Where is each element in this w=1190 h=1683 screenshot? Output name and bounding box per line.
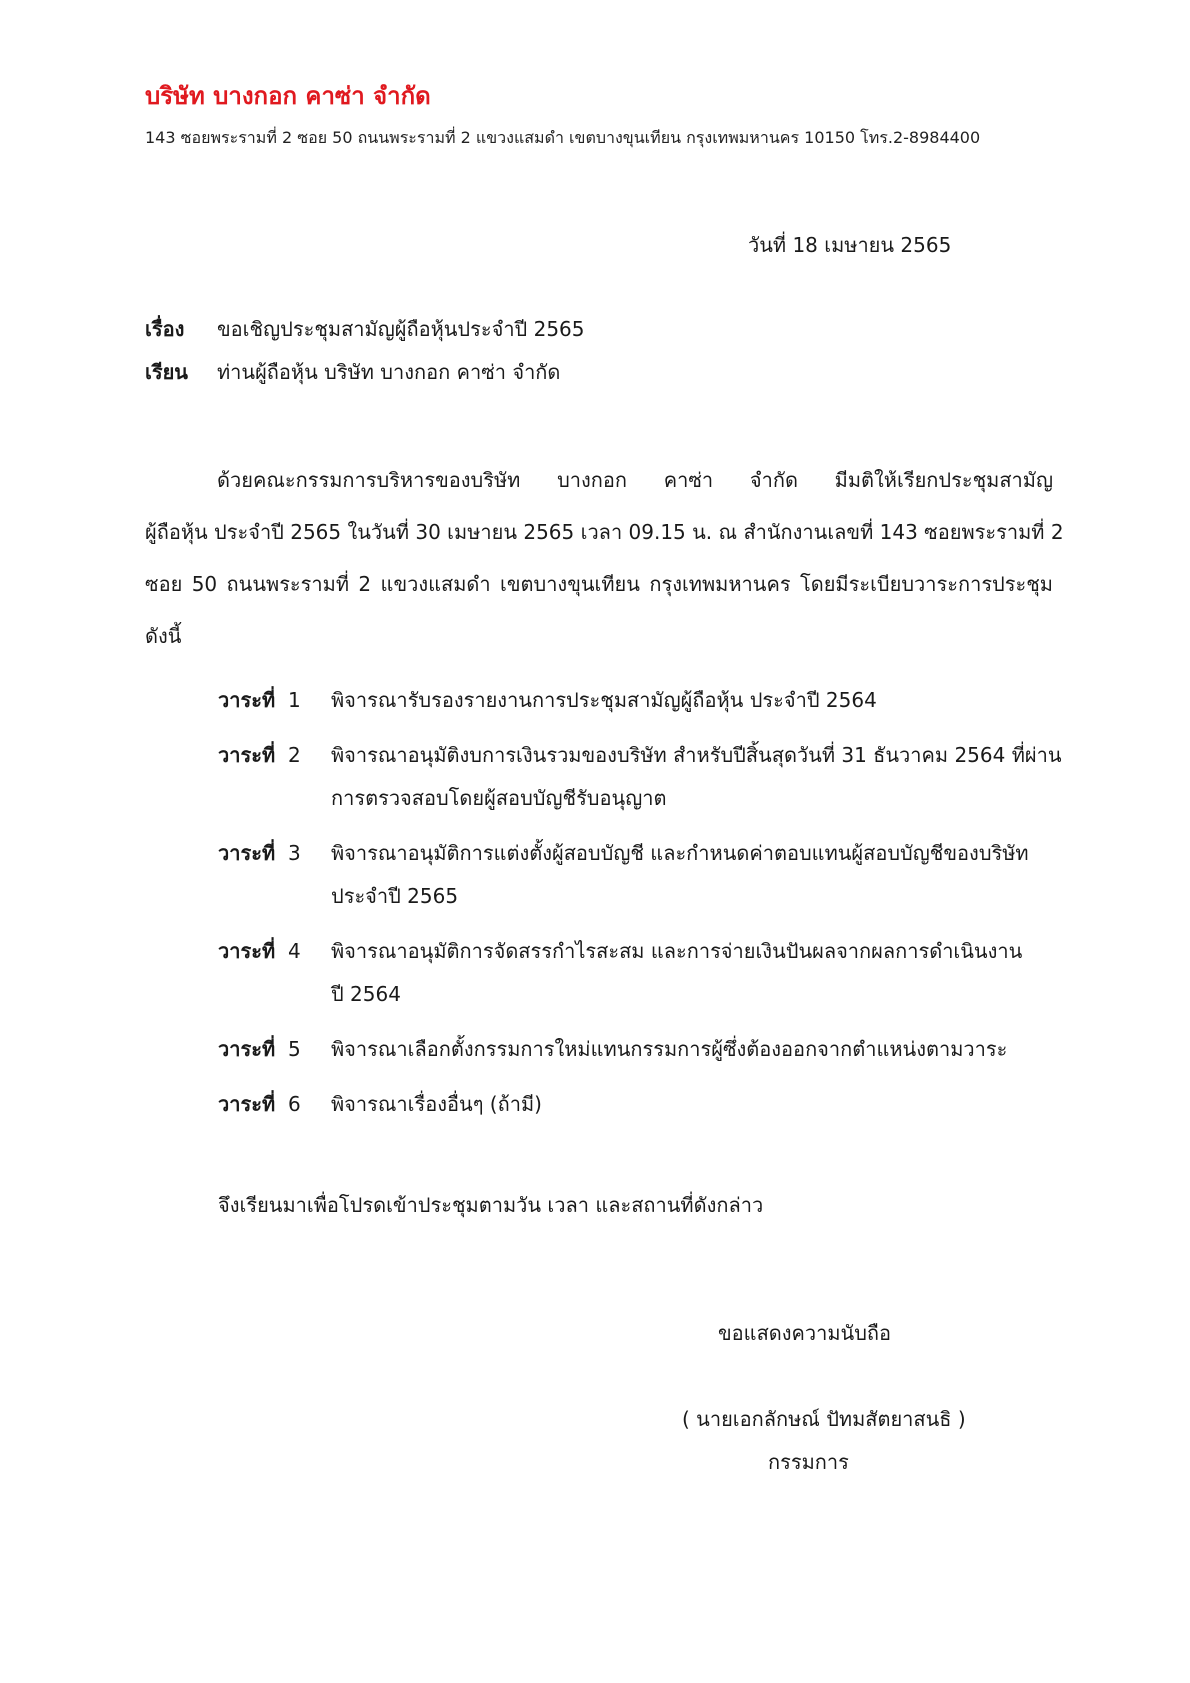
agenda-label: วาระที่: [218, 1037, 276, 1061]
intro-line: ผู้ถือหุ้น ประจำปี 2565 ในวันที่ 30 เมษายน 2565 เวลา 09.15 น. ณ สำนักงานเลขที่ 143 ซอยพระรามที่ 2: [145, 520, 1064, 544]
letter-date: วันที่ 18 เมษายน 2565: [748, 233, 952, 257]
agenda-item-6: [218, 1091, 1058, 1134]
subject-label: เรื่อง: [145, 317, 185, 341]
subject-row: [145, 313, 585, 345]
recipient-label: เรียน: [145, 360, 188, 384]
agenda-number: 2: [288, 743, 301, 767]
agenda-text: [331, 1036, 1058, 1079]
agenda-label: วาระที่: [218, 939, 276, 963]
agenda-line: พิจารณารับรองรายงานการประชุมสามัญผู้ถือหุ้น ประจำปี 2564: [331, 688, 877, 712]
agenda-item-3: [218, 840, 1058, 926]
agenda-line: ปี 2564: [331, 982, 401, 1006]
agenda-text: [331, 687, 1058, 730]
agenda-label: วาระที่: [218, 1092, 276, 1116]
intro-line: ดังนี้: [145, 624, 182, 648]
agenda-text: [331, 840, 1058, 926]
recipient-row: [145, 356, 560, 388]
agenda-number: 6: [288, 1092, 301, 1116]
agenda-number: 4: [288, 939, 301, 963]
closing-sentence: จึงเรียนมาเพื่อโปรดเข้าประชุมตามวัน เวลา และสถานที่ดังกล่าว: [218, 1193, 764, 1217]
agenda-line: พิจารณาอนุมัติการจัดสรรกำไรสะสม และการจ่ายเงินปันผลจากผลการดำเนินงาน: [331, 939, 1023, 963]
agenda-item-2: [218, 742, 1062, 828]
agenda-label: วาระที่: [218, 743, 276, 767]
agenda-number: 1: [288, 688, 301, 712]
intro-line: ด้วยคณะกรรมการบริหารของบริษัท บางกอก คาซ่า จำกัด มีมติให้เรียกประชุมสามัญ: [217, 468, 1053, 492]
agenda-line: ประจำปี 2565: [331, 884, 459, 908]
agenda-item-5: [218, 1036, 1058, 1079]
agenda-line: พิจารณาเรื่องอื่นๆ (ถ้ามี): [331, 1092, 542, 1116]
company-address: 143 ซอยพระรามที่ 2 ซอย 50 ถนนพระรามที่ 2 แขวงแสมดำ เขตบางขุนเทียน กรุงเทพมหานคร 10150 โทร.2-8984400: [145, 128, 981, 147]
recipient-text: ท่านผู้ถือหุ้น บริษัท บางกอก คาซ่า จำกัด: [217, 360, 561, 384]
agenda-text: [331, 938, 1058, 1024]
company-name: บริษัท บางกอก คาซ่า จำกัด: [145, 82, 431, 110]
regards-text: ขอแสดงความนับถือ: [718, 1321, 892, 1345]
agenda-line: พิจารณาเลือกตั้งกรรมการใหม่แทนกรรมการผู้ซึ่งต้องออกจากตำแหน่งตามวาระ: [331, 1037, 1008, 1061]
subject-text: ขอเชิญประชุมสามัญผู้ถือหุ้นประจำปี 2565: [217, 317, 585, 341]
signatory-title: กรรมการ: [768, 1450, 849, 1474]
agenda-text: [331, 1091, 1058, 1134]
agenda-text: [331, 742, 1062, 828]
agenda-line: พิจารณาอนุมัติงบการเงินรวมของบริษัท สำหรับปีสิ้นสุดวันที่ 31 ธันวาคม 2564 ที่ผ่าน: [331, 743, 1062, 767]
agenda-label: วาระที่: [218, 688, 276, 712]
agenda-number: 5: [288, 1037, 301, 1061]
agenda-label: วาระที่: [218, 841, 276, 865]
agenda-number: 3: [288, 841, 301, 865]
agenda-line: การตรวจสอบโดยผู้สอบบัญชีรับอนุญาต: [331, 786, 667, 810]
intro-line: ซอย 50 ถนนพระรามที่ 2 แขวงแสมดำ เขตบางขุนเทียน กรุงเทพมหานคร โดยมีระเบียบวาระการประชุม: [145, 572, 1053, 596]
agenda-item-4: [218, 938, 1058, 1024]
agenda-list: [218, 687, 1062, 1146]
agenda-line: พิจารณาอนุมัติการแต่งตั้งผู้สอบบัญชี และกำหนดค่าตอบแทนผู้สอบบัญชีของบริษัท: [331, 841, 1029, 865]
signatory-name: ( นายเอกลักษณ์ ปัทมสัตยาสนธิ ): [682, 1407, 966, 1431]
agenda-item-1: [218, 687, 1058, 730]
intro-paragraph: [145, 467, 1064, 675]
